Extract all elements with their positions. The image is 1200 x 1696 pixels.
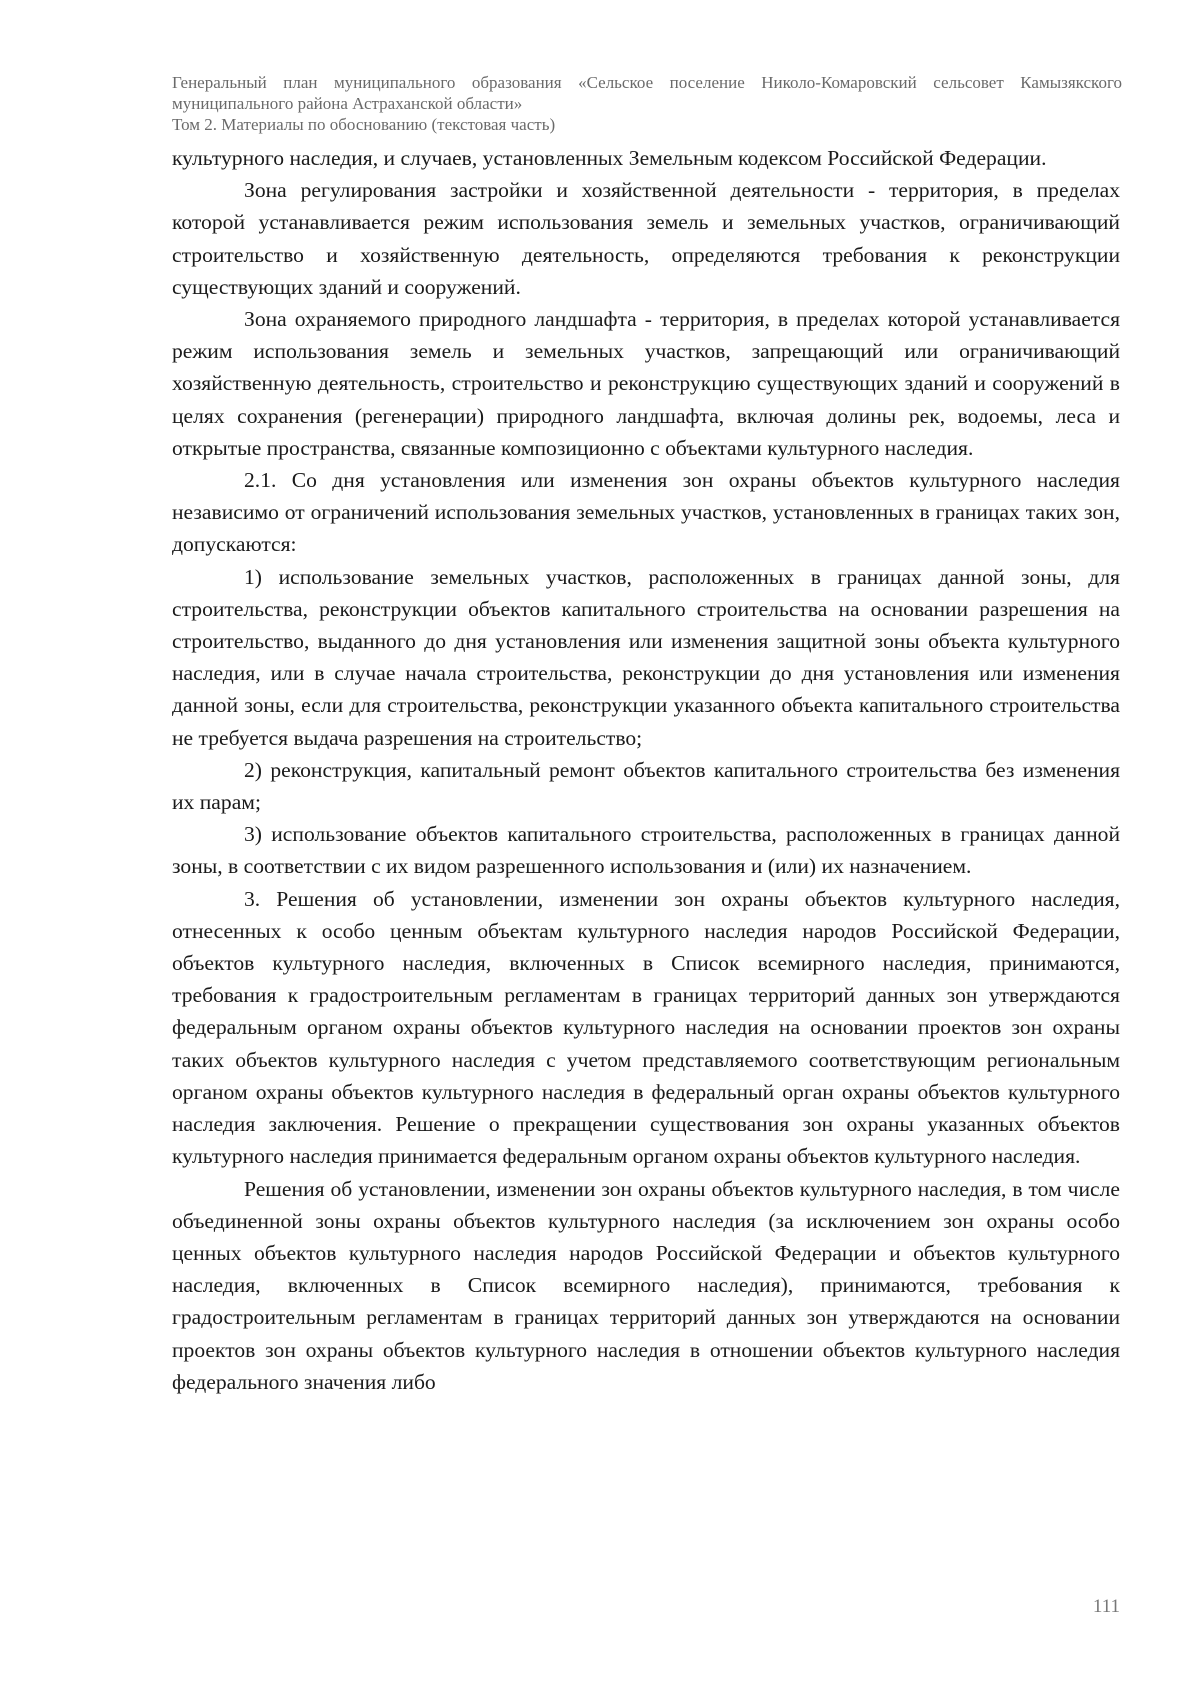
list-item-paragraph: 1) использование земельных участков, расположенных в границах данной зоны, для строительства, реконструкции объектов капитального строительства на основании разрешения на строительство, выданного до дня установления или изменения защитной зоны объекта культурного наследия, или в случае начала строительства, реконструкции до дня установления или изменения данной зоны, если для строительства, реконструкции указанного объекта капитального строительства не требуется выдача разрешения на строительство; (172, 564, 1120, 750)
header-volume: Том 2. Материалы по обоснованию (текстовая часть) (172, 115, 556, 134)
running-header (172, 72, 1122, 135)
document-body (172, 142, 1120, 1398)
list-item-paragraph: 2) реконструкция, капитальный ремонт объектов капитального строительства без изменения их парам; (172, 757, 1120, 815)
paragraph: 2.1. Со дня установления или изменения зон охраны объектов культурного наследия независимо от ограничений использования земельных участков, установленных в границах таких зон, допускаются: (172, 468, 1120, 557)
paragraph: Решения об установлении, изменении зон охраны объектов культурного наследия, в том числе объединенной зоны охраны объектов культурного наследия (за исключением зон охраны особо ценных объектов культурного наследия народов Российской Федерации и объектов культурного наследия, включенных в Список всемирного наследия), принимаются, требования к градостроительным регламентам в границах территорий данных зон утверждаются на основании проектов зон охраны объектов культурного наследия в отношении объектов культурного наследия федерального значения либо (172, 1176, 1120, 1394)
list-item-paragraph: 3) использование объектов капитального строительства, расположенных в границах данной зоны, в соответствии с их видом разрешенного использования и (или) их назначением. (172, 822, 1120, 879)
paragraph: Зона охраняемого природного ландшафта - территория, в пределах которой устанавливается режим использования земель и земельных участков, запрещающий или ограничивающий хозяйственную деятельность, строительство и реконструкцию существующих зданий и сооружений в целях сохранения (регенерации) природного ландшафта, включая долины рек, водоемы, леса и открытые пространства, связанные композиционно с объектами культурного наследия. (172, 307, 1120, 460)
header-title: Генеральный план муниципального образования «Сельское поселение Николо-Комаровский сельсовет Камызякского муниципального района Астраханской области» (172, 73, 1122, 113)
paragraph: Зона регулирования застройки и хозяйственной деятельности - территория, в пределах которой устанавливается режим использования земель и земельных участков, ограничивающий строительство и хозяйственную деятельность, определяются требования к реконструкции существующих зданий и сооружений. (172, 178, 1120, 299)
paragraph-continuation: культурного наследия, и случаев, установленных Земельным кодексом Российской Федерации. (172, 146, 1047, 170)
page-number: 111 (1092, 1596, 1120, 1617)
paragraph: 3. Решения об установлении, изменении зон охраны объектов культурного наследия, отнесенных к особо ценным объектам культурного наследия народов Российской Федерации, объектов культурного наследия, включенных в Список всемирного наследия, принимаются, требования к градостроительным регламентам в границах территорий данных зон утверждаются федеральным органом охраны объектов культурного наследия на основании проектов зон охраны таких объектов культурного наследия с учетом представляемого соответствующим региональным органом охраны объектов культурного наследия в федеральный орган охраны объектов культурного наследия заключения. Решение о прекращении существования зон охраны указанных объектов культурного наследия принимается федеральным органом охраны объектов культурного наследия. (172, 886, 1120, 1169)
